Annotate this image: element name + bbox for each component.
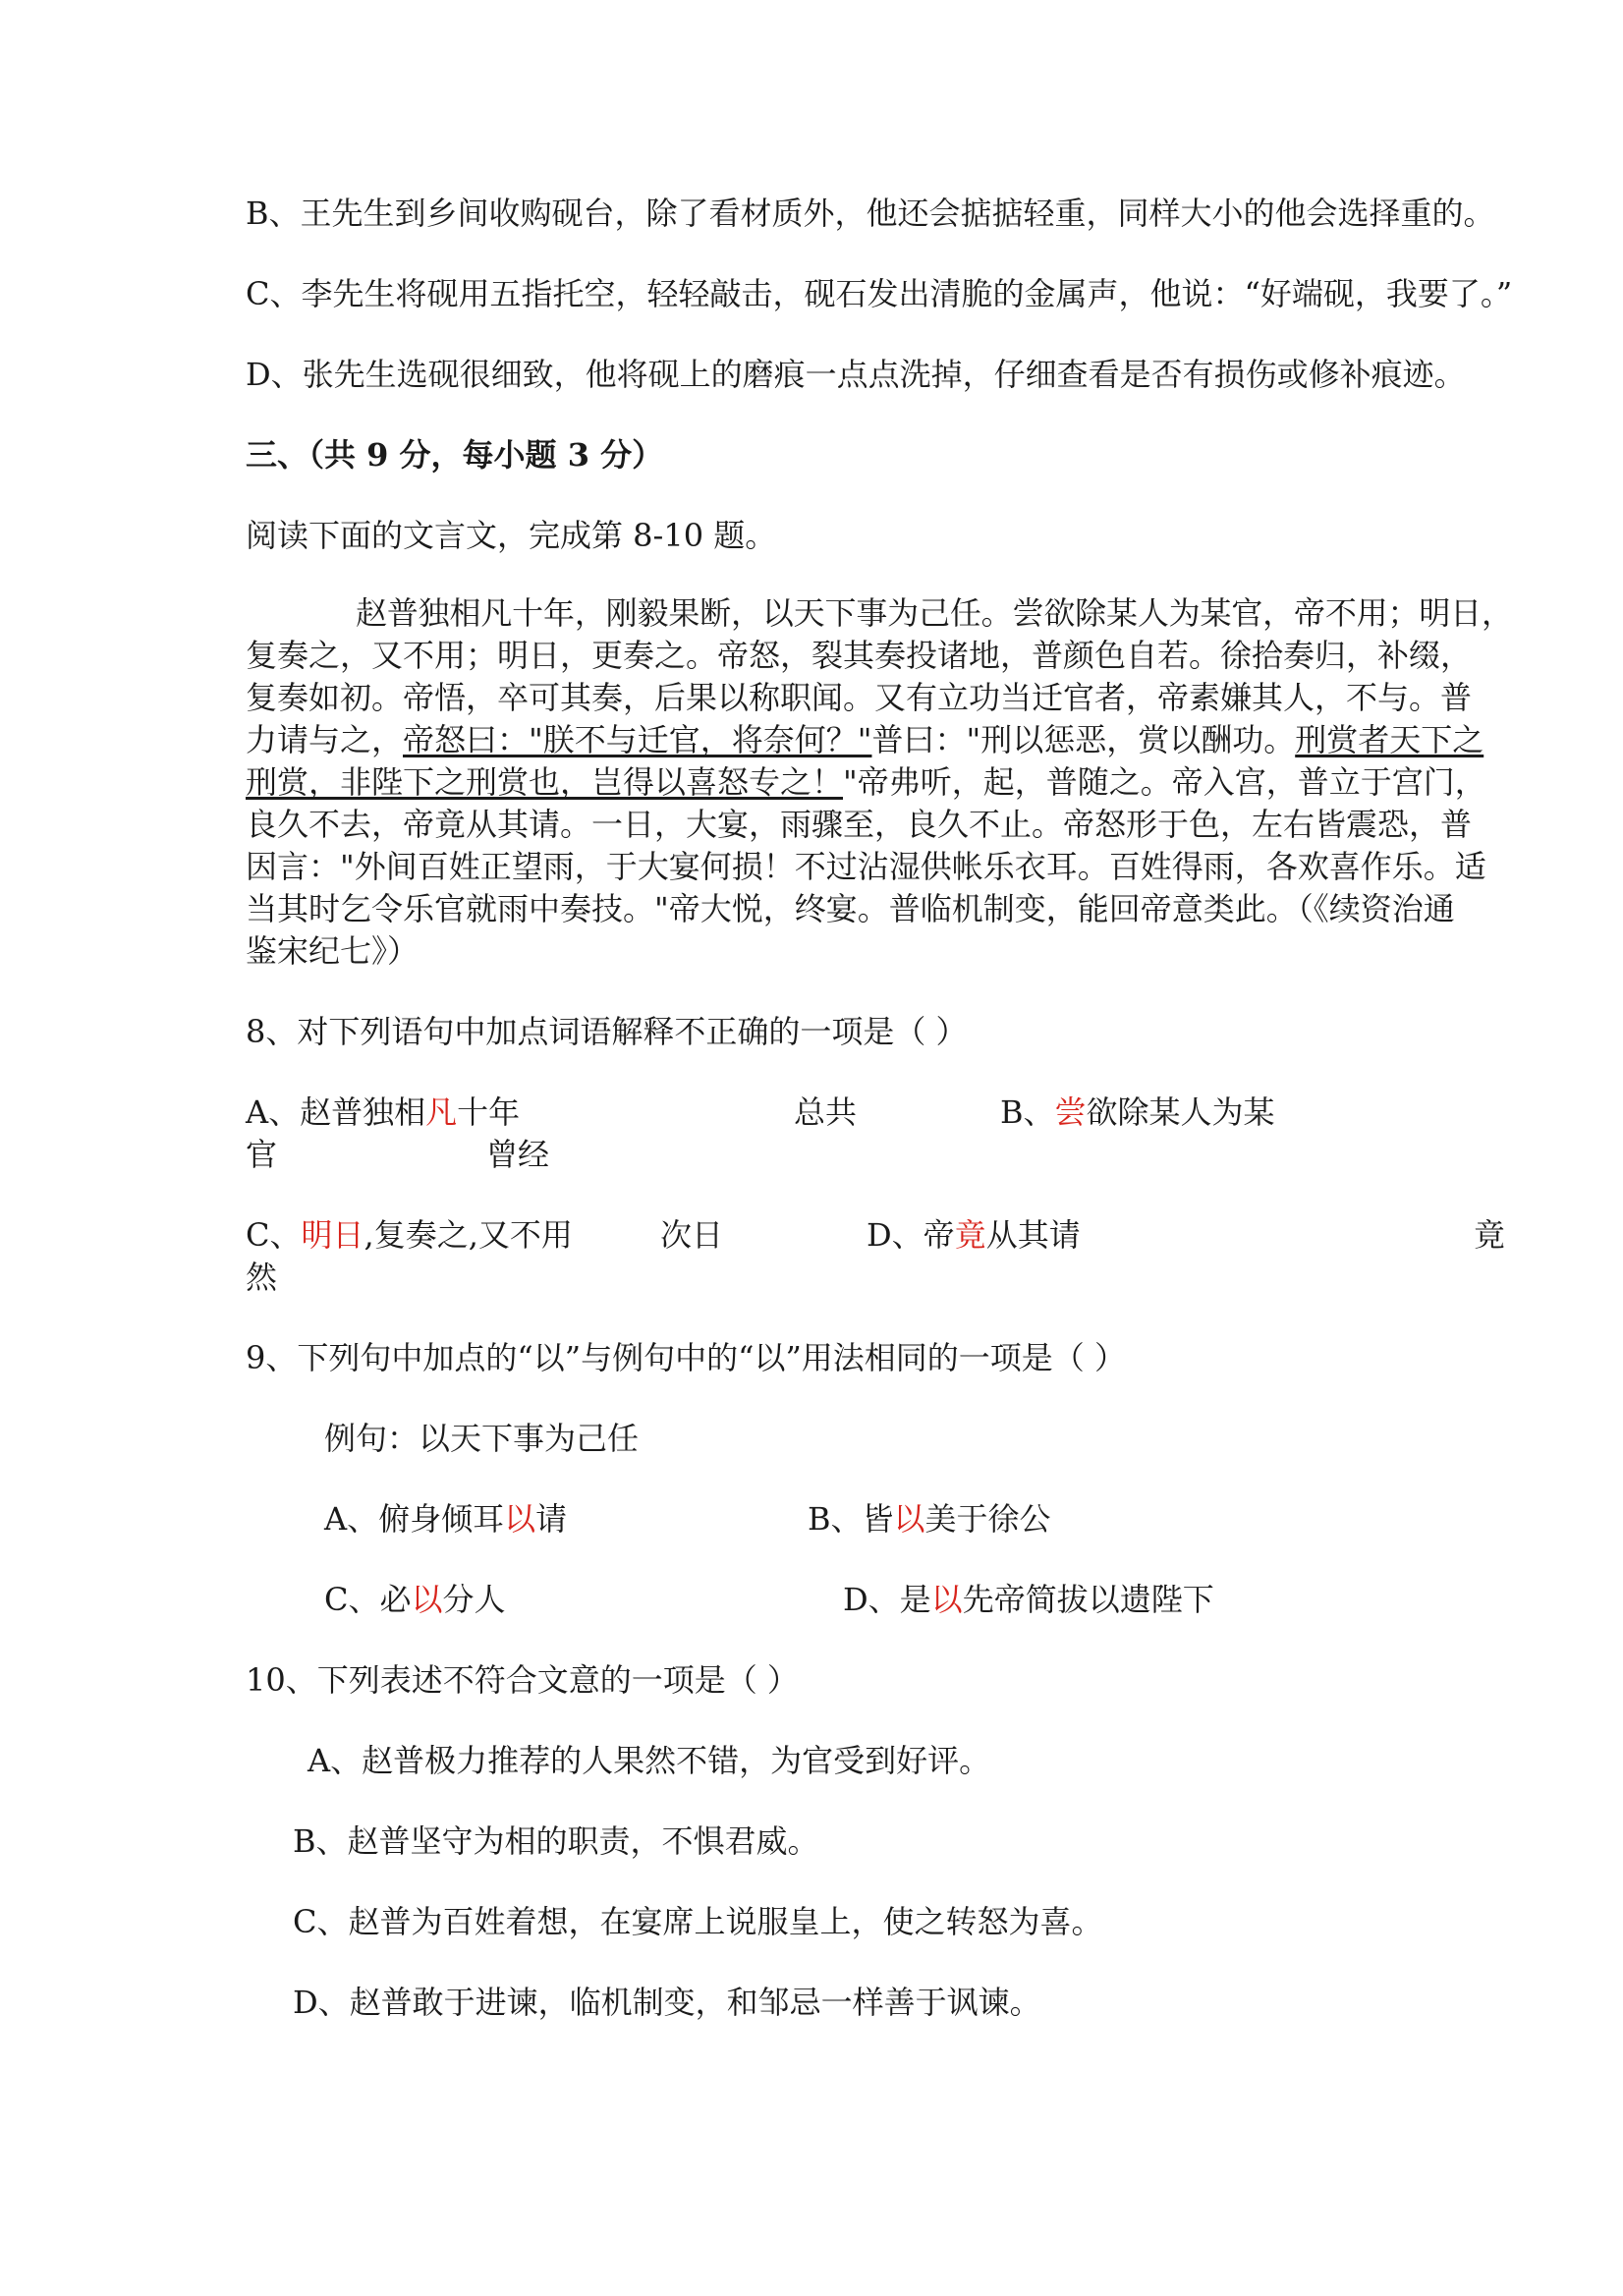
q8-option-d [867,1214,1081,1256]
dotted-word: 以 [504,1500,536,1538]
q9-example: 例句：以天下事为己任 [324,1420,640,1457]
q10-option-a: A、赵普极力推荐的人果然不错，为官受到好评。 [308,1742,991,1779]
dotted-word: 以 [893,1500,925,1538]
option-text: B、 [1000,1093,1055,1131]
option-text: 请 [535,1500,568,1538]
q7-option-d: D、张先生选砚很细致，他将砚上的磨痕一点点洗掉，仔细查看是否有损伤或修补痕迹。 [246,356,1466,393]
option-text: D、是 [843,1581,931,1618]
q9-stem: 9、下列句中加点的“以”与例句中的“以”用法相同的一项是（ ） [246,1339,1126,1376]
option-text: 从其请 [985,1216,1081,1254]
passage-line [246,761,1513,803]
dotted-word: 凡 [425,1093,458,1131]
underlined-sentence: 刑赏，非陛下之刑赏也，岂得以喜怒专之！ [246,763,844,801]
q8-option-a [246,1092,520,1133]
section-3-heading: 三、（共 9 分，每小题 3 分） [246,436,664,474]
option-text: 欲除某人为某 [1086,1093,1275,1131]
option-text: A、俯身倾耳 [324,1500,505,1538]
dotted-word: 以 [930,1581,963,1618]
passage-line: 复奏如初。帝悟，卒可其奏，后果以称职闻。又有立功当迁官者，帝素嫌其人，不与。普 [246,679,1473,716]
passage-line: 因言："外间百姓正望雨，于大宴何损！不过沾湿供帐乐衣耳。百姓得雨，各欢喜作乐。适 [246,848,1486,885]
option-text: 十年 [457,1093,521,1131]
q8-option-d-gloss-cont: 然 [246,1259,278,1296]
dotted-word: 以 [411,1581,443,1618]
q8-option-d-gloss: 竟 [1474,1216,1506,1254]
q9-option-a [324,1498,567,1540]
passage-text: "帝弗听，起，普随之。帝入宫，普立于宫门， [843,763,1486,801]
passage-text: 普曰："刑以惩恶，赏以酬功。 [871,721,1296,758]
q9-option-c [324,1579,506,1620]
q10-stem: 10、下列表述不符合文意的一项是（ ） [246,1661,799,1699]
underlined-sentence: 刑赏者天下之 [1295,721,1484,758]
dotted-word: 尝 [1054,1093,1087,1131]
option-text: A、赵普独相 [246,1093,426,1131]
option-text: 分人 [442,1581,506,1618]
q7-option-b: B、王先生到乡间收购砚台，除了看材质外，他还会掂掂轻重，同样大小的他会选择重的。 [246,195,1495,232]
q9-option-d [843,1579,1214,1620]
q8-option-b [1000,1092,1275,1133]
option-text: 先帝简拔以遗陛下 [962,1581,1214,1618]
passage-line: 当其时乞令乐官就雨中奏技。"帝大悦，终宴。普临机制变，能回帝意类此。（《续资治通 [246,890,1455,927]
option-text: D、帝 [867,1216,955,1254]
passage-line [246,719,1513,760]
underlined-sentence: 帝怒曰："朕不与迁官，将奈何？" [403,721,872,758]
q10-option-c: C、赵普为百姓着想，在宴席上说服皇上，使之转怒为喜。 [293,1903,1103,1940]
q9-option-b [808,1498,1051,1540]
option-text: 美于徐公 [924,1500,1051,1538]
passage-line: 复奏之，又不用；明日，更奏之。帝怒，裂其奏投诸地，普颜色自若。徐拾奏归，补缀， [246,637,1473,674]
q7-option-c: C、李先生将砚用五指托空，轻轻敲击，砚石发出清脆的金属声，他说：“好端砚，我要了。” [246,275,1513,312]
q8-option-b-gloss: 曾经 [486,1136,550,1173]
passage-line: 良久不去，帝竟从其请。一日，大宴，雨骤至，良久不止。帝怒形于色，左右皆震恐，普 [246,806,1473,843]
option-text: B、皆 [808,1500,894,1538]
option-text: ,复奏之,又不用 [364,1216,573,1254]
option-text: C、必 [324,1581,412,1618]
q8-option-b-cont: 官 [246,1136,278,1173]
q8-option-c [246,1214,573,1256]
q10-option-d: D、赵普敢于进谏，临机制变，和邹忌一样善于讽谏。 [293,1984,1041,2021]
option-text: C、 [246,1216,302,1254]
dotted-word: 竟 [954,1216,986,1254]
q8-option-a-gloss: 总共 [794,1093,858,1131]
q10-option-b: B、赵普坚守为相的职责，不惧君威。 [293,1822,819,1860]
dotted-word: 明日 [301,1216,364,1254]
passage-text: 力请与之， [246,721,404,758]
section-3-instruction: 阅读下面的文言文，完成第 8-10 题。 [246,517,777,554]
q8-option-c-gloss: 次日 [660,1216,724,1254]
q8-stem: 8、对下列语句中加点词语解释不正确的一项是（ ） [246,1013,968,1050]
passage-line: 赵普独相凡十年，刚毅果断，以天下事为己任。尝欲除某人为某官，帝不用；明日， [356,594,1513,632]
passage-line: 鉴宋纪七》） [246,932,420,970]
